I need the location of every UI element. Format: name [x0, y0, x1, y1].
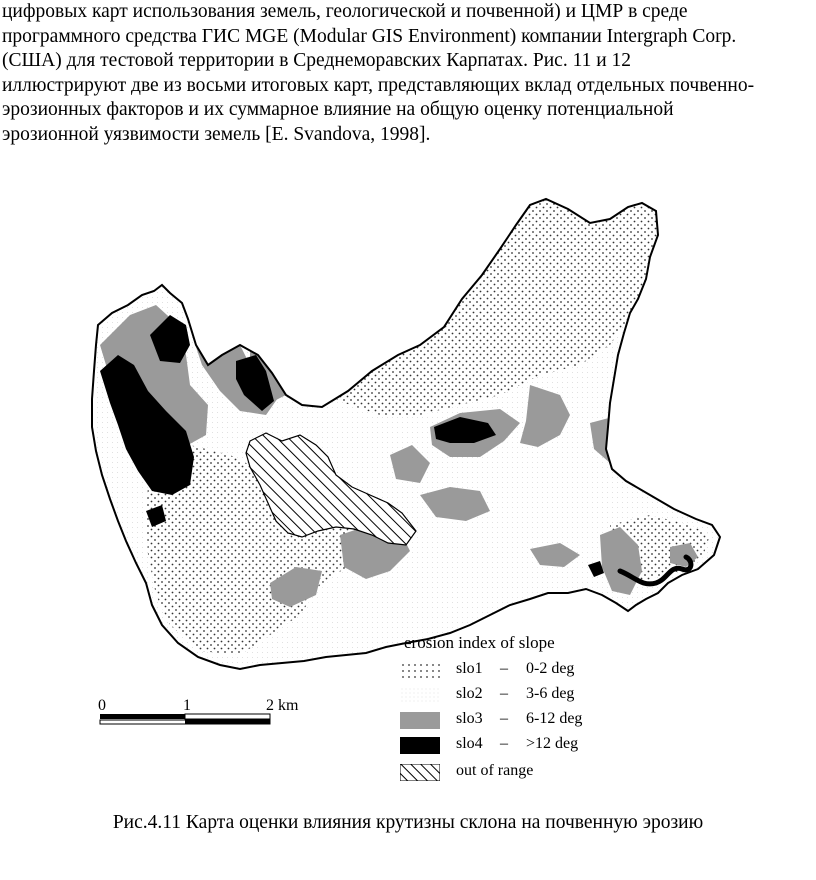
legend-code: slo1	[456, 660, 483, 677]
body-text-line: эрозионной уязвимости земель [E. Svandova, 1998].	[2, 123, 431, 145]
legend-range: >12 deg	[526, 735, 579, 752]
legend-swatch-light	[400, 687, 440, 704]
legend-swatch-black	[400, 737, 440, 754]
legend-swatch-gray	[400, 712, 440, 729]
scale-bar	[100, 714, 270, 724]
scale-label-2km: 2 km	[266, 697, 299, 714]
legend-range: 6-12 deg	[526, 710, 583, 727]
legend-swatch-dots	[400, 662, 440, 679]
legend-label: out of range	[456, 762, 534, 779]
legend-range: 3-6 deg	[526, 685, 575, 702]
legend-dash: –	[500, 685, 508, 702]
legend-code: slo2	[456, 685, 483, 702]
legend-title: erosion index of slope	[404, 633, 555, 652]
legend-code: slo3	[456, 710, 483, 727]
body-text-line: цифровых карт использования земель, геологической и почвенной) и ЦМР в среде	[2, 1, 688, 22]
scale-label-0: 0	[98, 697, 106, 714]
legend-range: 0-2 deg	[526, 660, 575, 677]
scale-label-1: 1	[183, 697, 191, 714]
legend-code: slo4	[456, 735, 483, 752]
legend-dash: –	[500, 735, 508, 752]
legend-dash: –	[500, 660, 508, 677]
body-text-line: программного средства ГИС MGE (Modular GIS Environment) компании Intergraph Corp.	[2, 25, 737, 47]
legend-swatch-hatch	[400, 764, 440, 781]
figure-caption: Рис.4.11 Карта оценки влияния крутизны склона на почвенную эрозию	[112, 812, 704, 833]
body-text-line: эрозионных факторов и их суммарное влияние на общую оценку потенциальной	[2, 99, 674, 121]
body-text-line: (США) для тестовой территории в Среднеморавских Карпатах. Рис. 11 и 12	[2, 50, 632, 72]
body-text	[2, 0, 814, 148]
legend-dash: –	[500, 710, 508, 727]
body-text-line: иллюстрируют две из восьми итоговых карт, представляющих вклад отдельных почвенно-	[2, 74, 755, 96]
map-outline-group	[92, 195, 720, 669]
